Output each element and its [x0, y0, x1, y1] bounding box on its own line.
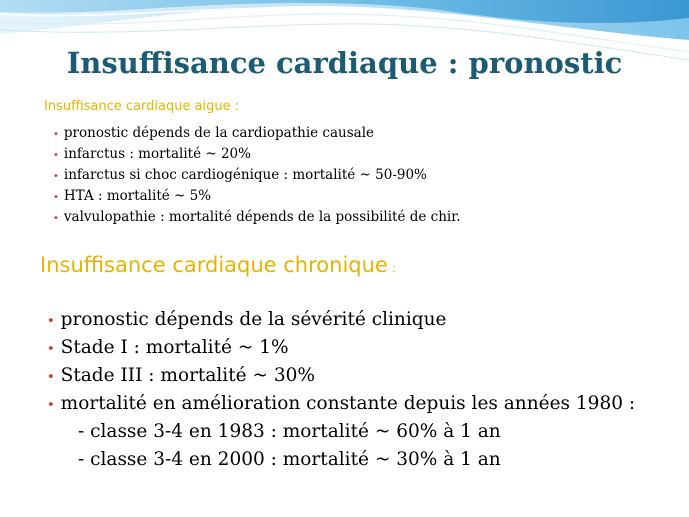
bullet-icon: • — [47, 398, 55, 413]
list-item: • mortalité en amélioration constante depuis les années 1980 : — [47, 390, 635, 418]
acute-heading: Insuffisance cardiaque aigue : — [44, 99, 240, 114]
chronic-bullet-list — [47, 306, 635, 474]
bullet-icon: • — [53, 192, 59, 203]
sub-list-item: - classe 3-4 en 2000 : mortalité ~ 30% à 1 an — [78, 449, 501, 470]
acute-bullet-list — [53, 123, 461, 228]
list-item: • Stade III : mortalité ~ 30% — [47, 362, 635, 390]
chronic-heading: Insuffisance cardiaque chronique : — [40, 253, 396, 277]
list-item: • valvulopathie : mortalité dépends de la possibilité de chir. — [53, 207, 461, 228]
sub-list-item: - classe 3-4 en 1983 : mortalité ~ 60% à 1 an — [78, 421, 501, 442]
list-item: • HTA : mortalité ~ 5% — [53, 186, 461, 207]
bullet-icon: • — [53, 213, 59, 224]
list-item: • Stade I : mortalité ~ 1% — [47, 334, 635, 362]
bullet-icon: • — [53, 171, 59, 182]
bullet-icon: • — [47, 342, 55, 357]
list-item: • infarctus : mortalité ~ 20% — [53, 144, 461, 165]
slide-title: Insuffisance cardiaque : pronostic — [66, 46, 623, 80]
list-item: • pronostic dépends de la sévérité clinique — [47, 306, 635, 334]
bullet-icon: • — [53, 129, 59, 140]
bullet-icon: • — [53, 150, 59, 161]
list-item: • infarctus si choc cardiogénique : mortalité ~ 50-90% — [53, 165, 461, 186]
heading-colon: : — [391, 261, 396, 275]
bullet-icon: • — [47, 314, 55, 329]
bullet-icon: • — [47, 370, 55, 385]
list-item: • pronostic dépends de la cardiopathie causale — [53, 123, 461, 144]
